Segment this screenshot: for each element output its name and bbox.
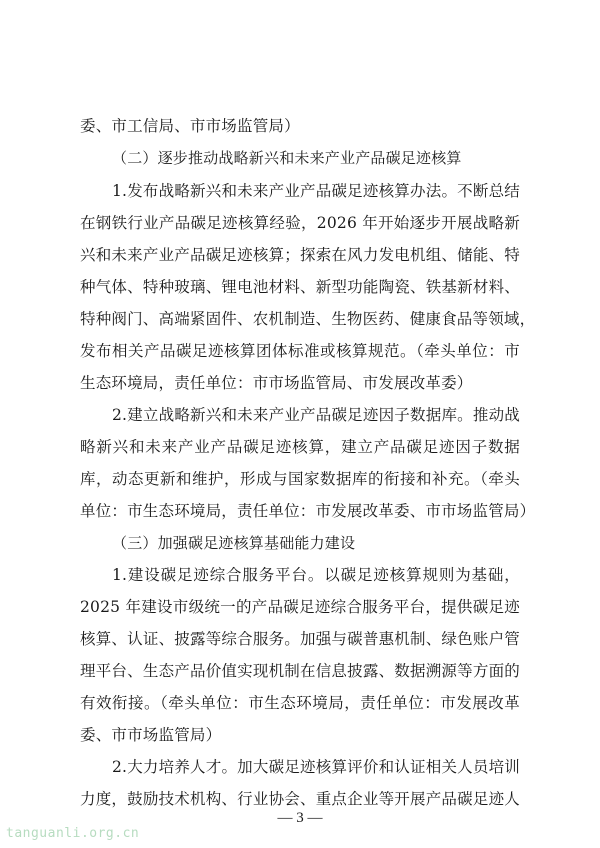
text-line: 委、市工信局、市市场监管局） (80, 117, 300, 135)
text-line: 略新兴和未来产业产品碳足迹核算，建立产品碳足迹因子数据 (80, 438, 520, 456)
text-line: 委、市市场监管局） (80, 726, 222, 744)
text-line: 特种阀门、高端紧固件、农机制造、生物医药、健康食品等领域， (80, 310, 536, 328)
text-line: 1.发布战略新兴和未来产业产品碳足迹核算办法。不断总结 (112, 182, 520, 200)
text-line: 2.建立战略新兴和未来产业产品碳足迹因子数据库。推动战 (112, 406, 520, 424)
text-line: 发布相关产品碳足迹核算团体标准或核算规范。（牵头单位：市 (80, 342, 520, 360)
text-line: 力度，鼓励技术机构、行业协会、重点企业等开展产品碳足迹人 (80, 790, 520, 808)
text-line: 在钢铁行业产品碳足迹核算经验，2026 年开始逐步开展战略新 (80, 214, 520, 232)
text-line: 2.大力培养人才。加大碳足迹核算评价和认证相关人员培训 (112, 758, 520, 776)
section-heading: （二）逐步推动战略新兴和未来产业产品碳足迹核算 (112, 149, 462, 167)
text-line: 核算、认证、披露等综合服务。加强与碳普惠机制、绿色账户管 (80, 630, 520, 648)
watermark: tanguanli.org.cn (6, 826, 140, 841)
text-line: 种气体、特种玻璃、锂电池材料、新型功能陶瓷、铁基新材料、 (80, 278, 520, 296)
text-line: 单位：市生态环境局，责任单位：市发展改革委、市市场监管局） (80, 502, 536, 520)
text-line: 1.建设碳足迹综合服务平台。以碳足迹核算规则为基础， (112, 566, 520, 584)
text-line: 理平台、生态产品价值实现机制在信息披露、数据溯源等方面的 (80, 662, 520, 680)
text-line: 2025 年建设市级统一的产品碳足迹综合服务平台，提供碳足迹 (80, 598, 520, 616)
text-line: 有效衔接。（牵头单位：市生态环境局，责任单位：市发展改革 (80, 694, 520, 712)
page-number: — 3 — (277, 810, 323, 826)
text-line: 生态环境局，责任单位：市市场监管局、市发展改革委） (80, 374, 473, 392)
text-line: 兴和未来产业产品碳足迹核算；探索在风力发电机组、储能、特 (80, 246, 520, 264)
section-heading: （三）加强碳足迹核算基础能力建设 (112, 534, 356, 552)
text-line: 库，动态更新和维护，形成与国家数据库的衔接和补充。（牵头 (80, 470, 520, 488)
